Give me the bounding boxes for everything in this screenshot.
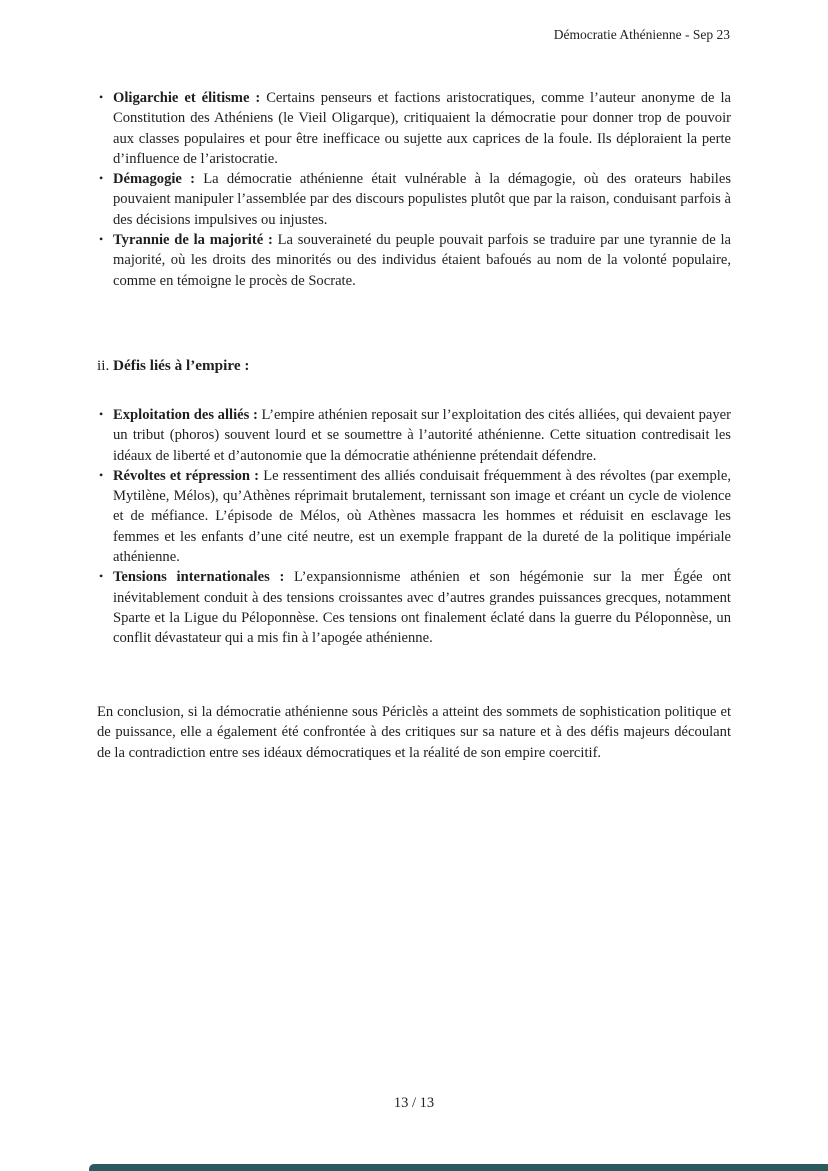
list-item-text: L’expansionnisme athénien et son hégémonie sur la mer Égée ont inévitablement conduit à des tensions croissantes avec d’autres grandes puissances grecques, notamment Sparte et la Ligue du Péloponnèse. Ces tensions ont finalement éclaté dans la guerre du Péloponnèse, un conflit dévastateur qui a mis fin à l’apogée athénienne. [113,569,731,647]
section-heading-numeral: ii. [97,357,114,374]
list-item-lead: Tyrannie de la majorité : [113,232,273,249]
list-item [97,567,731,648]
list-item-text: Le ressentiment des alliés conduisait fréquemment à des révoltes (par exemple, Mytilène, Mélos), qu’Athènes réprimait brutalement, ternissant son image et créant un cycle de violence et de méfiance. L’épisode de Mélos, où Athènes massacra les hommes et réduisit en esclavage les femmes et les enfants d’une cité neutre, est un exemple frappant de la dureté de la politique impériale athénienne. [113,467,731,566]
list-item-text: L’empire athénien reposait sur l’exploitation des cités alliées, qui devaient payer un tribut (phoros) souvent lourd et se soumettre à l’autorité athénienne. Cette situation contredisait les idéaux de liberté et d’autonomie que la démocratie athénienne prétendait défendre. [113,407,732,464]
list-item-text: La souveraineté du peuple pouvait parfois se traduire par une tyrannie de la majorité, où les droits des minorités ou des individus étaient bafoués au nom de la volonté populaire, comme en témoigne le procès de Socrate. [113,232,731,289]
bullet-icon: • [99,407,104,421]
list-item-lead: Oligarchie et élitisme : [113,90,261,106]
bullet-icon: • [99,467,104,482]
section-heading [97,356,731,376]
bullet-icon: • [99,569,104,584]
list-item [97,405,731,466]
running-header: Démocratie Athénienne - Sep 23 [553,27,730,42]
list-item [97,169,731,230]
list-item [97,230,731,291]
list-item-lead: Exploitation des alliés : [113,407,258,423]
list-item-lead: Tensions internationales : [113,569,285,586]
list-item-text: Certains penseurs et factions aristocratiques, comme l’auteur anonyme de la Constitution des Athéniens (le Vieil Oligarque), critiquaient la démocratie pour donner trop de pouvoir aux classes populaires et pour être inefficace ou sujette aux caprices de la foule. Ils déploraient la perte d’influence de l’aristocratie. [113,90,732,167]
list-item-text: La démocratie athénienne était vulnérable à la démagogie, où des orateurs habiles pouvaient manipuler l’assemblée par des discours populistes plutôt que par la raison, conduisant parfois à des décisions impulsives ou injustes. [113,171,731,228]
list-item-lead: Démagogie : [113,171,195,188]
bullet-icon: • [99,171,104,186]
empire-list [97,405,731,649]
list-item [97,88,731,169]
conclusion-paragraph: En conclusion, si la démocratie athénienne sous Périclès a atteint des sommets de sophistication politique et de puissance, elle a également été confrontée à des critiques sur sa nature et à des défis majeurs découlant de la contradiction entre ses idéaux démocratiques et la réalité de son empire coercitif. [97,704,731,761]
list-item-lead: Révoltes et répression : [113,467,260,484]
list-item [97,466,731,567]
bullet-icon: • [99,90,104,104]
section-heading-label: Défis liés à l’empire : [113,357,250,374]
clipped-next-block-bar [89,1164,828,1171]
bullet-icon: • [99,232,104,247]
critiques-list [97,88,731,291]
page-number: 13 / 13 [393,1095,435,1111]
